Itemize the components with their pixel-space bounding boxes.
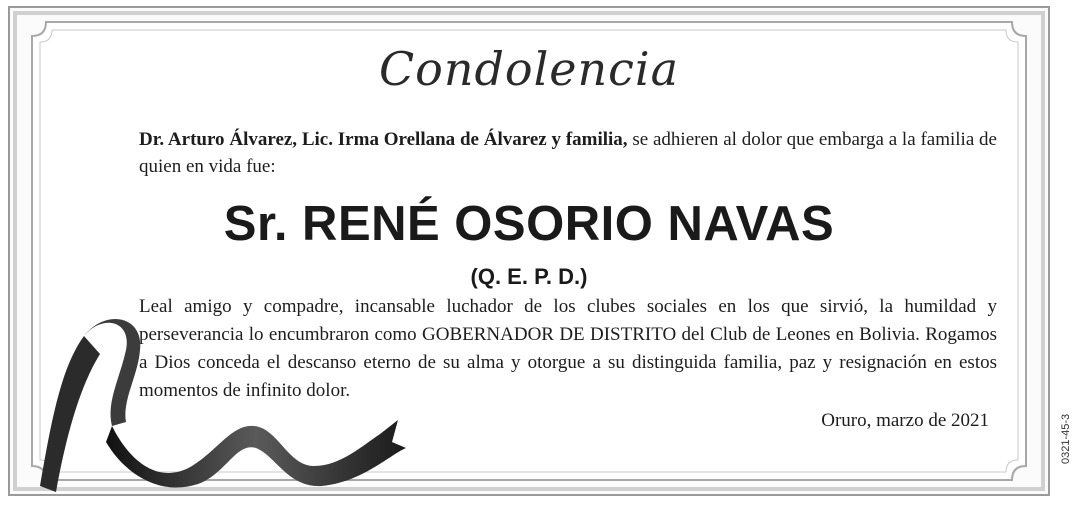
place-date: Oruro, marzo de 2021 [821, 410, 989, 431]
mourning-ribbon-icon [22, 316, 412, 494]
deceased-name: Sr. RENÉ OSORIO NAVAS [223, 197, 835, 251]
condolence-notice [8, 6, 1072, 496]
sender-names: Dr. Arturo Álvarez, Lic. Irma Orellana de Álvarez y familia, [139, 129, 628, 150]
body-paragraph: Leal amigo y compadre, incansable luchador de los clubes sociales en los que sirvió, la humildad y perseverancia lo encumbraron como GOBERNADOR DE DISTRITO del Club de Leones en Bolivia. Rogamos a Dios conceda el descanso eterno de su alma y otorgue a su distinguida familia, paz y resignación en estos momentos de infinito dolor. [139, 296, 997, 401]
intro-text: se adhieren al dolor que embarga a la familia de quien en vida fue: [139, 129, 997, 177]
qepd-label: (Q. E. P. D.) [470, 264, 588, 289]
notice-title: Condolencia [378, 42, 680, 96]
intro-paragraph [139, 126, 997, 180]
ad-code: 0321-45-3 [1060, 413, 1072, 464]
